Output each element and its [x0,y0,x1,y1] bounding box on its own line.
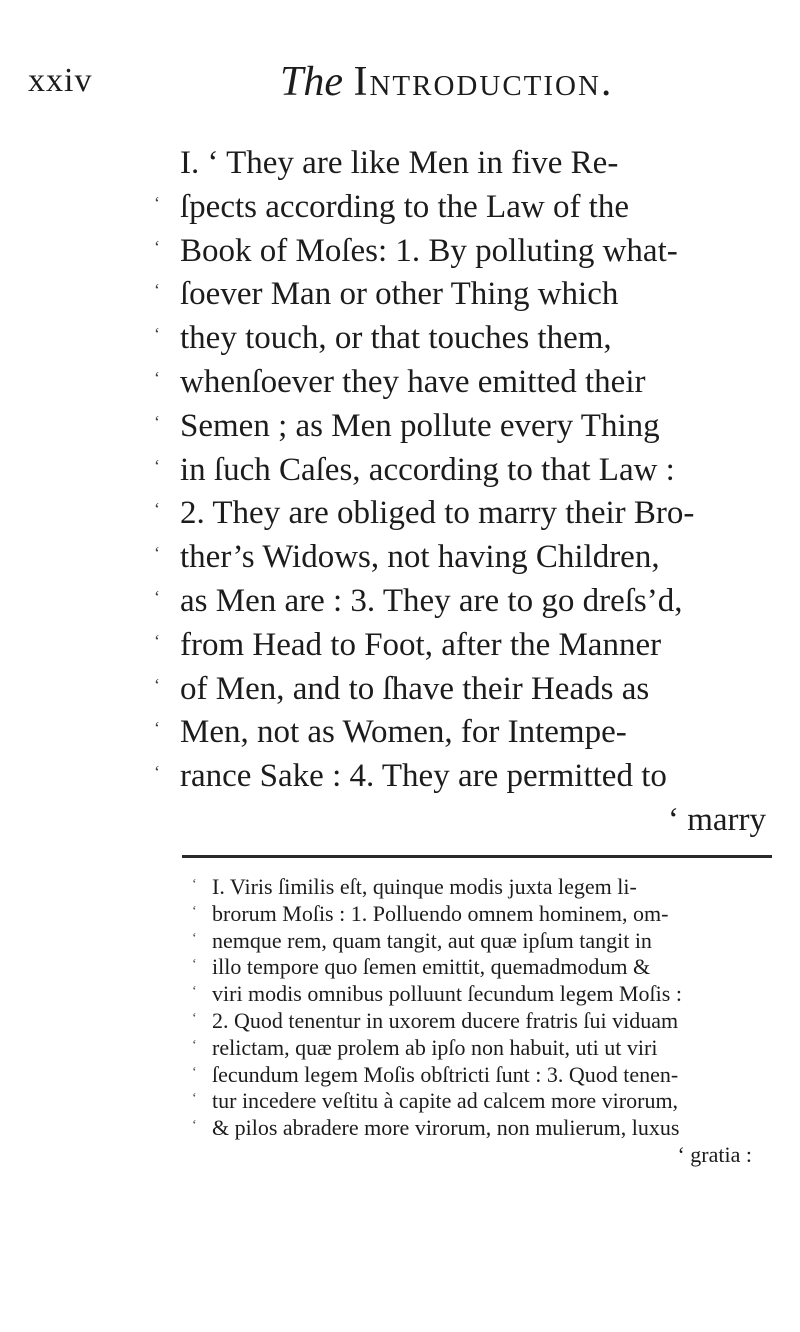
quote-mark: ‘ [154,411,160,432]
main-text [154,142,780,843]
footnote [192,874,782,1169]
page-number: xxiv [28,62,93,99]
footnote-line: ‘ tur incedere veſtitu à capite ad calcem more virorum, [192,1088,679,1114]
quote-mark: ‘ [154,367,160,388]
quote-mark: ‘ [154,236,160,257]
quote-mark: ‘ [154,718,160,739]
text-line: ‘ they touch, or that touches them, [180,317,780,361]
text-line: ‘ from Head to Foot, after the Manner [180,624,780,668]
footnote-catchword: ‘ gratia : [677,1141,752,1167]
quote-mark: ‘ [192,930,197,946]
quote-mark: ‘ [192,957,197,973]
quote-mark: ‘ [192,1064,197,1080]
quote-mark: ‘ [154,762,160,783]
quote-mark: ‘ [192,1037,197,1053]
quote-mark: ‘ [154,586,160,607]
text-line: ‘ Men, not as Women, for Intempe- [180,711,780,755]
footnote-line: ‘ nemque rem, quam tangit, aut quæ ipſum tangit in [192,927,652,953]
quote-mark: ‘ [192,903,197,919]
footnote-rule [182,855,772,858]
running-head-italic: The [280,59,343,105]
footnote-line: ‘ relictam, quæ prolem ab ipſo non habuit, uti ut viri [192,1034,658,1060]
text-line: ‘ rance Sake : 4. They are permitted to [180,755,780,799]
footnote-line: ‘ brorum Moſis : 1. Polluendo omnem hominem, om- [192,900,669,926]
quote-mark: ‘ [192,1091,197,1107]
quote-mark: ‘ [154,192,160,213]
quote-mark: ‘ [192,1010,197,1026]
quote-mark: ‘ [154,280,160,301]
text-line: I. ‘ They are like Men in five Re- [180,145,619,181]
text-line: ‘ ſoever Man or other Thing which [180,273,780,317]
quote-mark: ‘ [154,543,160,564]
text-line: ‘ 2. They are obliged to marry their Bro- [180,492,780,536]
quote-mark: ‘ [154,455,160,476]
quote-mark: ‘ [192,1118,197,1134]
text-line: ‘ whenſoever they have emitted their [180,361,780,405]
quote-mark: ‘ [154,499,160,520]
footnote-line: ‘ ſecundum legem Moſis obſtricti ſunt : 3. Quod tenen- [192,1061,679,1087]
text-line: ‘ in ſuch Caſes, according to that Law : [180,449,780,493]
running-head-caps: Introduction. [353,59,614,105]
quote-mark: ‘ [192,877,197,892]
footnote-line: ‘ viri modis omnibus polluunt ſecundum legem Moſis : [192,981,682,1007]
footnote-line: ‘ & pilos abradere more virorum, non mulierum, luxus [192,1115,680,1141]
text-line: ‘ Book of Moſes: 1. By polluting what- [180,230,780,274]
footnote-line: ‘ I. Viris ſimilis eſt, quinque modis juxta legem li- [192,874,637,899]
quote-mark: ‘ [154,674,160,695]
text-line: ‘ Semen ; as Men pollute every Thing [180,405,780,449]
quote-mark: ‘ [192,984,197,1000]
quote-mark: ‘ [154,630,160,651]
text-line: ‘ ther’s Widows, not having Children, [180,536,780,580]
footnote-line: ‘ 2. Quod tenentur in uxorem ducere fratris ſui viduam [192,1007,679,1033]
text-line: ‘ ſpects according to the Law of the [180,186,780,230]
catchword: ‘ marry [667,801,766,838]
text-line: ‘ as Men are : 3. They are to go dreſs’d, [180,580,780,624]
footnote-line: ‘ illo tempore quo ſemen emittit, quemadmodum & [192,954,651,980]
text-line: ‘ of Men, and to ſhave their Heads as [180,668,780,712]
running-head [280,58,613,106]
quote-mark: ‘ [154,324,160,345]
